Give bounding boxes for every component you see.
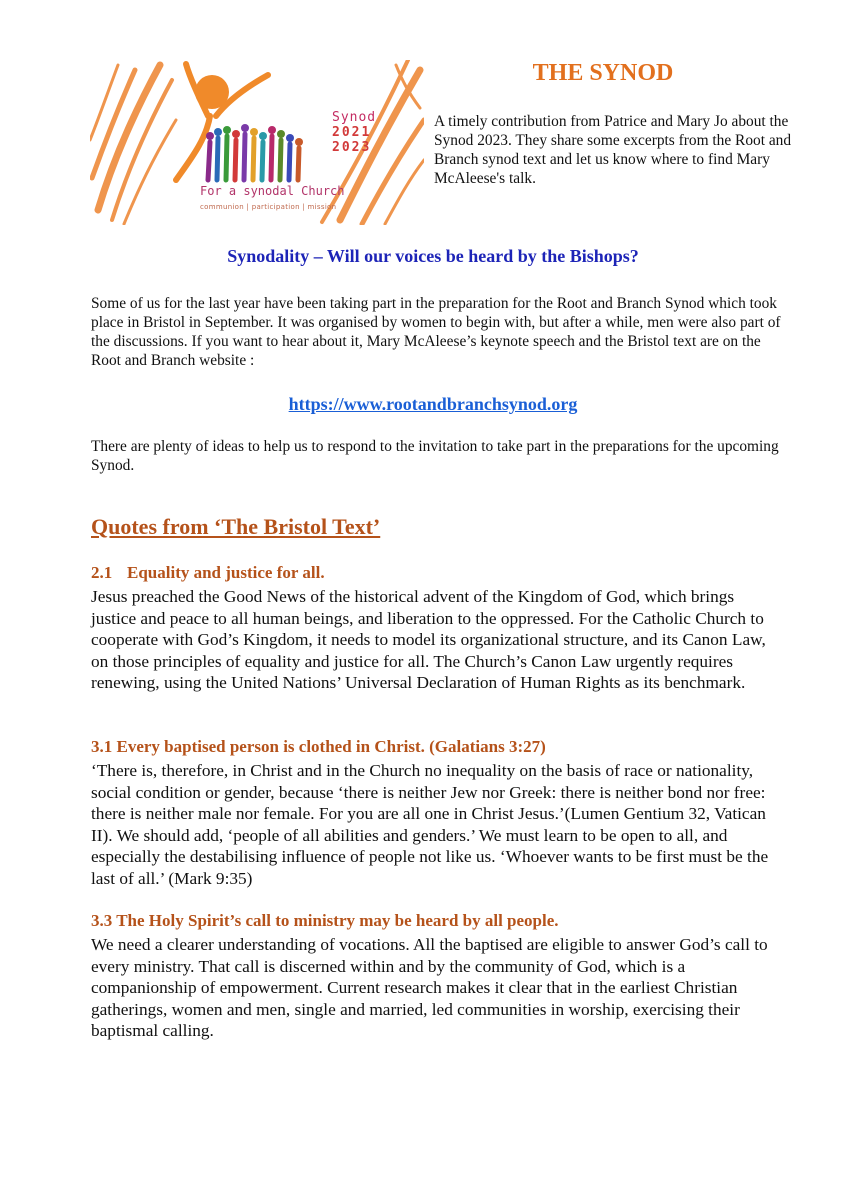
logo-subtagline: communion | participation | mission xyxy=(200,203,337,211)
synod-logo xyxy=(90,60,424,225)
logo-year-start: 2021 xyxy=(332,125,372,140)
quote-text-3-3: We need a clearer understanding of vocations. All the baptised are eligible to answer God’s call to every ministry. That call is discerned within and by the community of God, which is a companionship of empowerment. Current research makes it clear that in the earliest Christian gatherings, women and men, single and married, led communities in worship, exercising their baptismal calling. xyxy=(91,935,768,1041)
logo-synod-word: Synod xyxy=(332,110,377,125)
root-and-branch-link[interactable]: https://www.rootandbranchsynod.org xyxy=(288,394,578,414)
page-title: THE SYNOD xyxy=(532,60,674,86)
quote-text-2-1: Jesus preached the Good News of the historical advent of the Kingdom of God, which brings justice and peace to all human beings, and liberation to the oppressed. For the Catholic Church to cooperate with God’s Kingdom, it needs to model its organizational structure, and its Canon Law, on those principles of equality and justice for all. The Church’s Canon Law urgently requires renewing, using the United Nations’ Universal Declaration of Human Rights as its benchmark. xyxy=(91,587,766,693)
article-paragraph-1: Some of us for the last year have been taking part in the preparation for the Root and Branch Synod which took place in Bristol in September. It was organised by women to begin with, but after a while, men were also part of the discussions. If you want to hear about it, Mary McAleese’s keynote speech and the Bristol text are on the Root and Branch website : xyxy=(91,295,781,369)
quote-heading-text: The Holy Spirit’s call to ministry may be heard by all people. xyxy=(116,911,559,930)
article-paragraph-2: There are plenty of ideas to help us to respond to the invitation to take part in the preparations for the upcoming Synod. xyxy=(91,438,779,474)
quote-heading-3-1 xyxy=(91,737,546,757)
quote-heading-3-3 xyxy=(91,911,559,931)
intro-text: A timely contribution from Patrice and Mary Jo about the Synod 2023. They share some excerpts from the Root and Branch synod text and let us know where to find Mary McAleese's talk. xyxy=(434,113,792,187)
quotes-section-title: Quotes from ‘The Bristol Text’ xyxy=(91,514,381,539)
logo-year-end: 2023 xyxy=(332,140,372,155)
logo-synod-text xyxy=(332,110,376,155)
quote-text-3-1: ‘There is, therefore, in Christ and in the Church no inequality on the basis of race or nationality, social condition or gender, because ‘there is neither Jew nor Greek: there is neither bond nor free: there is neither male nor female. For you are all one in Christ Jesus.’(Lumen Gentium 32, Vatican II). We should add, ‘people of all abilities and genders.’ We must learn to be open to all, and especially the destabilising influence of people not like us. ‘Whoever wants to be first must be the last of all.’ (Mark 9:35) xyxy=(91,761,769,888)
quote-heading-2-1 xyxy=(91,563,325,583)
article-subheading: Synodality – Will our voices be heard by the Bishops? xyxy=(227,246,639,266)
quote-number: 3.3 xyxy=(91,911,113,930)
quote-number: 3.1 xyxy=(91,737,113,756)
quote-heading-text: Equality and justice for all. xyxy=(127,563,325,582)
quote-number: 2.1 xyxy=(91,563,113,582)
quote-heading-text: Every baptised person is clothed in Christ. (Galatians 3:27) xyxy=(116,737,546,756)
logo-tagline: For a synodal Church xyxy=(200,184,345,198)
